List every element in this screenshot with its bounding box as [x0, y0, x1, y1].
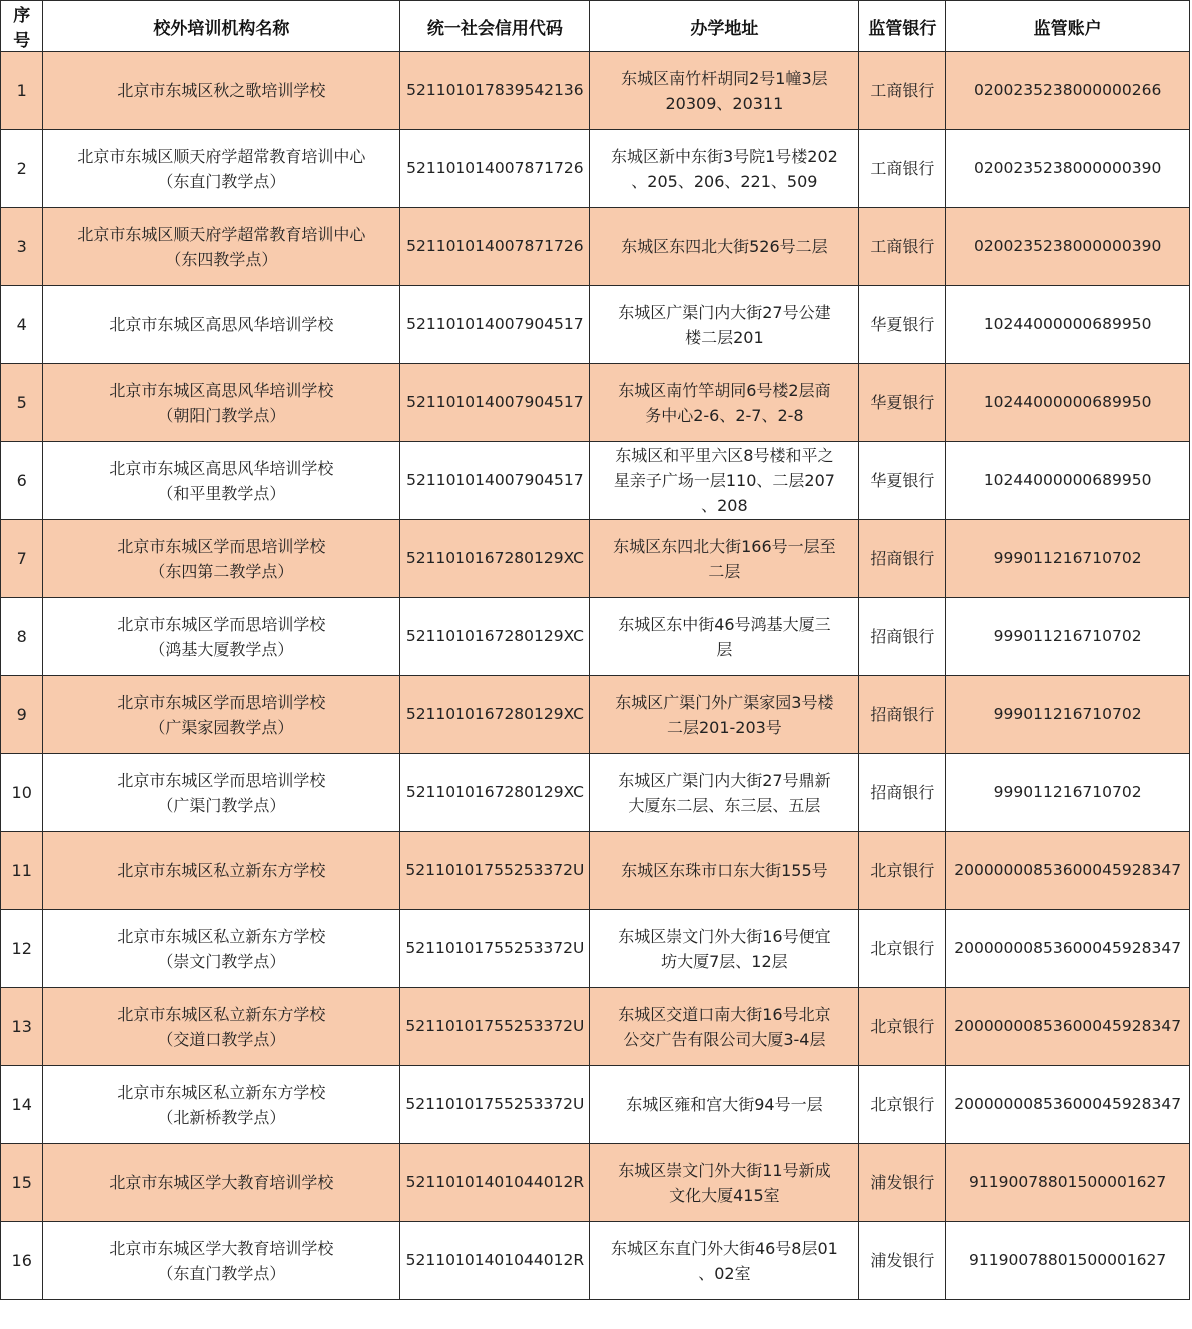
school-address-line: 东城区交道口南大街16号北京	[618, 1004, 831, 1024]
institution-name	[43, 1066, 400, 1144]
institution-name	[43, 1144, 400, 1222]
institution-name-line: （交道口教学点）	[157, 1029, 286, 1049]
supervised-account	[946, 1066, 1190, 1144]
institution-name	[43, 52, 400, 130]
institution-name-line: 北京市东城区学大教育培训学校	[109, 1173, 334, 1192]
supervised-account	[946, 208, 1190, 286]
school-address-line: 东城区东直门外大街46号8层01	[610, 1238, 838, 1258]
institution-name	[43, 832, 400, 910]
supervising-bank-line: 华夏银行	[870, 315, 935, 334]
table-row	[1, 1222, 1190, 1300]
school-address-line: 务中心2-6、2-7、2-8	[645, 405, 804, 425]
header-row	[1, 1, 1190, 52]
table-row	[1, 988, 1190, 1066]
credit-code	[400, 754, 590, 832]
institution-name-line: 北京市东城区高思风华培训学校	[109, 315, 334, 334]
school-address-line: 东城区东中街46号鸿基大厦三	[618, 614, 831, 634]
credit-code	[400, 1222, 590, 1300]
supervised-account-line: 20000000853600045928347	[954, 939, 1182, 957]
supervised-account-line: 0200235238000000390	[973, 237, 1162, 255]
table-body	[1, 52, 1190, 1300]
credit-code-line: 521101014007904517	[406, 315, 584, 333]
row-index	[1, 598, 43, 676]
school-address-line: 楼二层201	[685, 327, 764, 347]
credit-code-line: 521101014007871726	[406, 159, 584, 177]
school-address	[590, 1066, 859, 1144]
school-address	[590, 442, 859, 520]
supervising-bank-line: 北京银行	[870, 1017, 935, 1036]
row-index	[1, 676, 43, 754]
supervised-account	[946, 1222, 1190, 1300]
school-address	[590, 286, 859, 364]
supervising-bank	[859, 130, 946, 208]
school-address-line: 东城区东四北大街166号一层至	[613, 536, 836, 556]
row-index-line: 11	[11, 861, 32, 880]
credit-code	[400, 52, 590, 130]
header-code: 统一社会信用代码	[400, 1, 590, 52]
supervising-bank-line: 北京银行	[870, 861, 935, 880]
credit-code	[400, 286, 590, 364]
school-address-line: 星亲子广场一层110、二层207	[613, 471, 835, 490]
credit-code-line: 52110101401044012R	[405, 1251, 585, 1269]
institution-name	[43, 286, 400, 364]
supervised-account	[946, 754, 1190, 832]
table-row	[1, 1144, 1190, 1222]
institution-name	[43, 442, 400, 520]
institution-name-line: 北京市东城区私立新东方学校	[117, 861, 326, 880]
credit-code-line: 5211010167280129XC	[405, 627, 584, 645]
table-row	[1, 676, 1190, 754]
row-index-line: 14	[11, 1095, 32, 1114]
row-index-line: 4	[16, 315, 27, 334]
supervised-account	[946, 286, 1190, 364]
institution-name-line: 北京市东城区学而思培训学校	[117, 536, 326, 556]
header-account: 监管账户	[946, 1, 1190, 52]
supervised-account-line: 999011216710702	[993, 627, 1142, 645]
school-address-line: 东城区南竹竿胡同6号楼2层商	[618, 380, 831, 400]
institution-name	[43, 676, 400, 754]
supervising-bank	[859, 52, 946, 130]
row-index-line: 3	[16, 237, 27, 256]
row-index-line: 1	[16, 81, 27, 100]
supervising-bank	[859, 988, 946, 1066]
supervised-account-line: 91190078801500001627	[969, 1173, 1167, 1191]
school-address-line: 坊大厦7层、12层	[661, 951, 788, 971]
credit-code-line: 52110101755253372U	[405, 861, 585, 879]
supervising-bank	[859, 910, 946, 988]
row-index-line: 10	[11, 783, 32, 802]
credit-code-line: 5211010167280129XC	[405, 549, 584, 567]
supervised-account	[946, 832, 1190, 910]
institution-name	[43, 598, 400, 676]
supervising-bank	[859, 364, 946, 442]
supervised-account-line: 10244000000689950	[983, 393, 1152, 411]
school-address	[590, 832, 859, 910]
school-address-line: 东城区东四北大街526号二层	[621, 237, 828, 256]
institution-name-line: 北京市东城区私立新东方学校	[117, 1082, 326, 1102]
row-index	[1, 754, 43, 832]
table-row	[1, 832, 1190, 910]
row-index	[1, 1222, 43, 1300]
supervising-bank	[859, 286, 946, 364]
supervised-account-line: 20000000853600045928347	[954, 1017, 1182, 1035]
institution-name	[43, 754, 400, 832]
institution-name-line: （广渠家园教学点）	[149, 717, 294, 737]
credit-code	[400, 598, 590, 676]
supervising-bank	[859, 1222, 946, 1300]
institution-name-line: 北京市东城区秋之歌培训学校	[117, 81, 326, 100]
institution-name-line: 北京市东城区学而思培训学校	[117, 770, 326, 790]
supervised-account-line: 10244000000689950	[983, 315, 1152, 333]
credit-code	[400, 1144, 590, 1222]
credit-code-line: 521101014007904517	[406, 393, 584, 411]
supervising-bank	[859, 832, 946, 910]
table-row	[1, 910, 1190, 988]
credit-code-line: 52110101401044012R	[405, 1173, 585, 1191]
row-index-line: 5	[16, 393, 27, 412]
institution-name-line: 北京市东城区高思风华培训学校	[109, 458, 334, 478]
school-address-line: 、208	[701, 496, 748, 515]
credit-code-line: 521101017839542136	[406, 81, 584, 99]
supervised-account-line: 999011216710702	[993, 705, 1142, 723]
row-index-line: 13	[11, 1017, 32, 1036]
credit-code-line: 52110101755253372U	[405, 939, 585, 957]
school-address	[590, 910, 859, 988]
institution-name-line: （崇文门教学点）	[157, 951, 286, 971]
supervised-account-line: 0200235238000000266	[973, 81, 1162, 99]
institution-name-line: （和平里教学点）	[157, 483, 286, 503]
table-row	[1, 1066, 1190, 1144]
supervised-account-line: 0200235238000000390	[973, 159, 1162, 177]
institution-name	[43, 208, 400, 286]
institution-name	[43, 988, 400, 1066]
institution-name-line: （东直门教学点）	[157, 1263, 286, 1283]
supervising-bank	[859, 1144, 946, 1222]
institution-name	[43, 130, 400, 208]
credit-code	[400, 676, 590, 754]
school-address-line: 二层	[708, 561, 741, 581]
school-address-line: 东城区崇文门外大街16号便宜	[618, 926, 831, 946]
institution-name-line: （朝阳门教学点）	[157, 405, 286, 425]
institution-name-line: 北京市东城区顺天府学超常教育培训中心	[77, 146, 366, 166]
school-address	[590, 1144, 859, 1222]
institution-name-line: 北京市东城区私立新东方学校	[117, 926, 326, 946]
school-address-line: 东城区和平里六区8号楼和平之	[615, 446, 834, 465]
institution-name	[43, 520, 400, 598]
supervising-bank-line: 招商银行	[870, 783, 935, 802]
row-index	[1, 910, 43, 988]
table-row	[1, 286, 1190, 364]
supervising-bank	[859, 676, 946, 754]
supervising-bank	[859, 754, 946, 832]
school-address-line: 20309、20311	[665, 93, 784, 113]
credit-code-line: 5211010167280129XC	[405, 783, 584, 801]
supervised-account-line: 10244000000689950	[983, 471, 1152, 489]
header-bank: 监管银行	[859, 1, 946, 52]
credit-code	[400, 988, 590, 1066]
header-index: 序号	[1, 1, 43, 52]
institution-name-line: 北京市东城区私立新东方学校	[117, 1004, 326, 1024]
supervising-bank	[859, 208, 946, 286]
supervised-account-line: 91190078801500001627	[969, 1251, 1167, 1269]
row-index	[1, 1144, 43, 1222]
institution-name-line: （北新桥教学点）	[157, 1107, 286, 1127]
row-index	[1, 1066, 43, 1144]
school-address	[590, 208, 859, 286]
supervising-bank-line: 工商银行	[870, 81, 935, 100]
credit-code	[400, 832, 590, 910]
supervised-account-line: 20000000853600045928347	[954, 861, 1182, 879]
table-row	[1, 130, 1190, 208]
table-row	[1, 208, 1190, 286]
header-address: 办学地址	[590, 1, 859, 52]
row-index-line: 16	[11, 1251, 32, 1270]
school-address-line: 东城区崇文门外大街11号新成	[618, 1160, 831, 1180]
supervising-bank-line: 招商银行	[870, 549, 935, 568]
supervising-bank-line: 华夏银行	[870, 393, 935, 412]
institution-name	[43, 364, 400, 442]
supervised-account	[946, 1144, 1190, 1222]
row-index	[1, 520, 43, 598]
school-address-line: 、02室	[698, 1263, 751, 1283]
row-index-line: 7	[16, 549, 27, 568]
table-row	[1, 520, 1190, 598]
school-address-line: 东城区新中东街3号院1号楼202	[610, 146, 838, 166]
table-row	[1, 598, 1190, 676]
credit-code	[400, 442, 590, 520]
credit-code-line: 521101014007904517	[406, 471, 584, 489]
row-index-line: 15	[11, 1173, 32, 1192]
row-index-line: 6	[16, 471, 27, 490]
table-row	[1, 442, 1190, 520]
institution-name-line: （鸿基大厦教学点）	[149, 639, 294, 659]
school-address	[590, 598, 859, 676]
school-address-line: 公交广告有限公司大厦3-4层	[623, 1029, 826, 1049]
credit-code	[400, 130, 590, 208]
school-address-line: 东城区广渠门内大街27号公建	[618, 302, 831, 322]
school-address	[590, 130, 859, 208]
school-address-line: 东城区广渠门外广渠家园3号楼	[615, 692, 834, 712]
institution-name-line: （广渠门教学点）	[157, 795, 286, 815]
supervised-account	[946, 52, 1190, 130]
supervising-bank	[859, 598, 946, 676]
supervised-account	[946, 520, 1190, 598]
supervising-bank-line: 工商银行	[870, 159, 935, 178]
credit-code	[400, 364, 590, 442]
institution-name-line: （东四教学点）	[165, 249, 278, 269]
supervised-account	[946, 442, 1190, 520]
row-index	[1, 286, 43, 364]
row-index-line: 8	[16, 627, 27, 646]
school-address	[590, 754, 859, 832]
credit-code-line: 521101014007871726	[406, 237, 584, 255]
institution-name-line: 北京市东城区学而思培训学校	[117, 692, 326, 712]
supervising-bank-line: 北京银行	[870, 1095, 935, 1114]
row-index	[1, 52, 43, 130]
row-index	[1, 208, 43, 286]
row-index-line: 2	[16, 159, 27, 178]
institution-name-line: 北京市东城区学而思培训学校	[117, 614, 326, 634]
credit-code-line: 5211010167280129XC	[405, 705, 584, 723]
institution-name	[43, 1222, 400, 1300]
table-row	[1, 52, 1190, 130]
institution-name-line: （东直门教学点）	[157, 171, 286, 191]
credit-code	[400, 520, 590, 598]
supervising-bank-line: 华夏银行	[870, 471, 935, 490]
row-index-line: 12	[11, 939, 32, 958]
school-address-line: 、205、206、221、509	[631, 171, 818, 191]
header-name: 校外培训机构名称	[43, 1, 400, 52]
supervised-account	[946, 676, 1190, 754]
school-address-line: 东城区南竹杆胡同2号1幢3层	[621, 68, 828, 88]
supervising-bank	[859, 442, 946, 520]
supervising-bank-line: 工商银行	[870, 237, 935, 256]
row-index	[1, 988, 43, 1066]
institution-name-line: 北京市东城区高思风华培训学校	[109, 380, 334, 400]
supervising-bank-line: 浦发银行	[870, 1173, 935, 1192]
supervised-account	[946, 910, 1190, 988]
supervising-bank	[859, 520, 946, 598]
school-address	[590, 364, 859, 442]
school-address-line: 文化大厦415室	[669, 1185, 780, 1205]
school-address	[590, 988, 859, 1066]
supervised-account	[946, 598, 1190, 676]
supervised-account	[946, 364, 1190, 442]
credit-code-line: 52110101755253372U	[405, 1095, 585, 1113]
row-index	[1, 130, 43, 208]
school-address-line: 东城区广渠门内大街27号鼎新	[618, 770, 831, 790]
institution-name-line: 北京市东城区顺天府学超常教育培训中心	[77, 224, 366, 244]
school-address	[590, 52, 859, 130]
school-address	[590, 676, 859, 754]
supervised-account-line: 999011216710702	[993, 783, 1142, 801]
school-address-line: 东城区东珠市口东大街155号	[621, 861, 828, 880]
school-address-line: 东城区雍和宫大街94号一层	[626, 1095, 823, 1114]
institution-name	[43, 910, 400, 988]
row-index	[1, 832, 43, 910]
supervising-bank	[859, 1066, 946, 1144]
credit-code-line: 52110101755253372U	[405, 1017, 585, 1035]
row-index	[1, 364, 43, 442]
table-row	[1, 754, 1190, 832]
supervised-account	[946, 988, 1190, 1066]
credit-code	[400, 1066, 590, 1144]
school-address	[590, 1222, 859, 1300]
school-address-line: 大厦东二层、东三层、五层	[628, 795, 821, 815]
supervised-account	[946, 130, 1190, 208]
supervised-account-line: 20000000853600045928347	[954, 1095, 1182, 1113]
institution-name-line: 北京市东城区学大教育培训学校	[109, 1238, 334, 1258]
credit-code	[400, 910, 590, 988]
supervising-bank-line: 招商银行	[870, 627, 935, 646]
row-index	[1, 442, 43, 520]
school-address	[590, 520, 859, 598]
table-row	[1, 364, 1190, 442]
supervising-bank-line: 北京银行	[870, 939, 935, 958]
supervising-bank-line: 浦发银行	[870, 1251, 935, 1270]
supervised-account-line: 999011216710702	[993, 549, 1142, 567]
row-index-line: 9	[16, 705, 27, 724]
supervising-bank-line: 招商银行	[870, 705, 935, 724]
school-address-line: 二层201-203号	[666, 717, 782, 737]
institution-name-line: （东四第二教学点）	[149, 561, 294, 581]
school-address-line: 层	[716, 639, 733, 659]
credit-code	[400, 208, 590, 286]
